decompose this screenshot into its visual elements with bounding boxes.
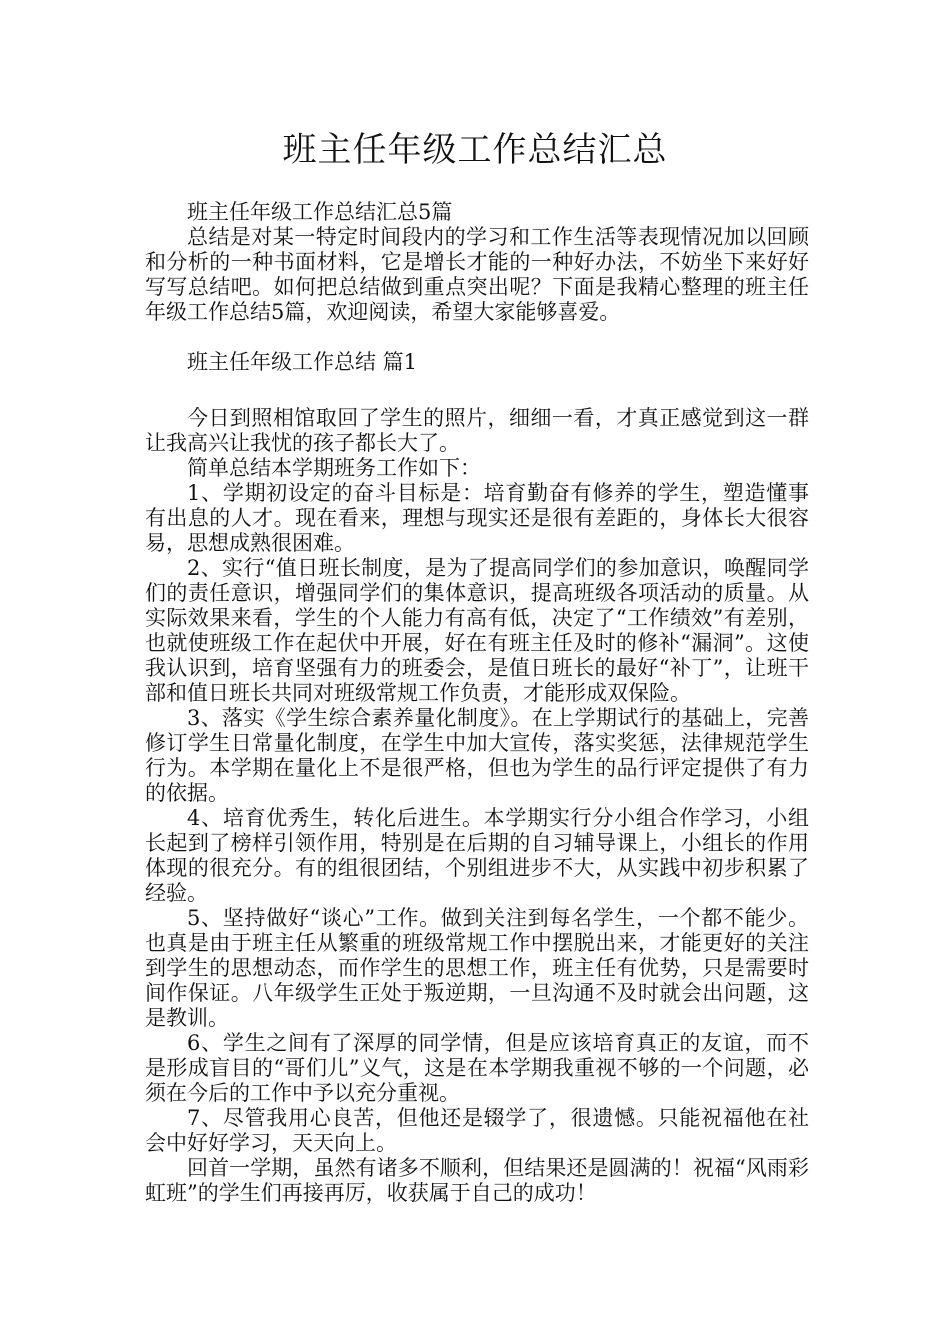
document-body [145,200,809,1206]
paragraph: 回首一学期，虽然有诸多不顺利，但结果还是圆满的！祝福“风雨彩虹班”的学生们再接再厉，收获属于自己的成功！ [145,1156,809,1205]
paragraph: 6、学生之间有了深厚的同学情，但是应该培育真正的友谊，而不是形成盲目的“哥们儿”义气，这是在本学期我重视不够的一个问题，必须在今后的工作中予以充分重视。 [145,1031,809,1105]
paragraph: 1、学期初设定的奋斗目标是：培育勤奋有修养的学生，塑造懂事有出息的人才。现在看来，理想与现实还是很有差距的，身体长大很容易，思想成熟很困难。 [145,481,809,555]
paragraph: 5、坚持做好“谈心”工作。做到关注到每名学生，一个都不能少。也真是由于班主任从繁重的班级常规工作中摆脱出来，才能更好的关注到学生的思想动态，而作学生的思想工作，班主任有优势，只是需要时间作保证。八年级学生正处于叛逆期，一旦沟通不及时就会出问题，这是教训。 [145,906,809,1030]
paragraph: 简单总结本学期班务工作如下： [187,456,481,480]
document-subtitle: 班主任年级工作总结汇总5篇 [187,200,453,224]
paragraph: 3、落实《学生综合素养量化制度》。在上学期试行的基础上，完善修订学生日常量化制度，在学生中加大宣传，落实奖惩，法律规范学生行为。本学期在量化上不是很严格，但也为学生的品行评定提供了有力的依据。 [145,706,809,805]
paragraph: 2、实行“值日班长制度，是为了提高同学们的参加意识，唤醒同学们的责任意识，增强同学们的集体意识，提高班级各项活动的质量。从实际效果来看，学生的个人能力有高有低，决定了“工作绩效”有差别，也就使班级工作在起伏中开展，好在有班主任及时的修补“漏洞”。这使我认识到，培育坚强有力的班委会，是值日班长的最好“补丁”，让班干部和值日班长共同对班级常规工作负责，才能形成双保险。 [145,556,809,705]
paragraph: 7、尽管我用心良苦，但他还是辍学了，很遗憾。只能祝福他在社会中好好学习，天天向上。 [145,1106,809,1155]
document-title: 班主任年级工作总结汇总 [282,130,668,170]
section-heading: 班主任年级工作总结 篇1 [187,350,418,374]
paragraph: 今日到照相馆取回了学生的照片，细细一看，才真正感觉到这一群让我高兴让我忧的孩子都长大了。 [145,406,809,455]
intro-paragraph: 总结是对某一特定时间段内的学习和工作生活等表现情况加以回顾和分析的一种书面材料，它是增长才能的一种好办法，不妨坐下来好好写写总结吧。如何把总结做到重点突出呢？下面是我精心整理的班主任年级工作总结5篇，欢迎阅读，希望大家能够喜爱。 [145,225,809,324]
paragraph: 4、培育优秀生，转化后进生。本学期实行分小组合作学习，小组长起到了榜样引领作用，特别是在后期的自习辅导课上，小组长的作用体现的很充分。有的组很团结，个别组进步不大，从实践中初步积累了经验。 [145,806,809,905]
